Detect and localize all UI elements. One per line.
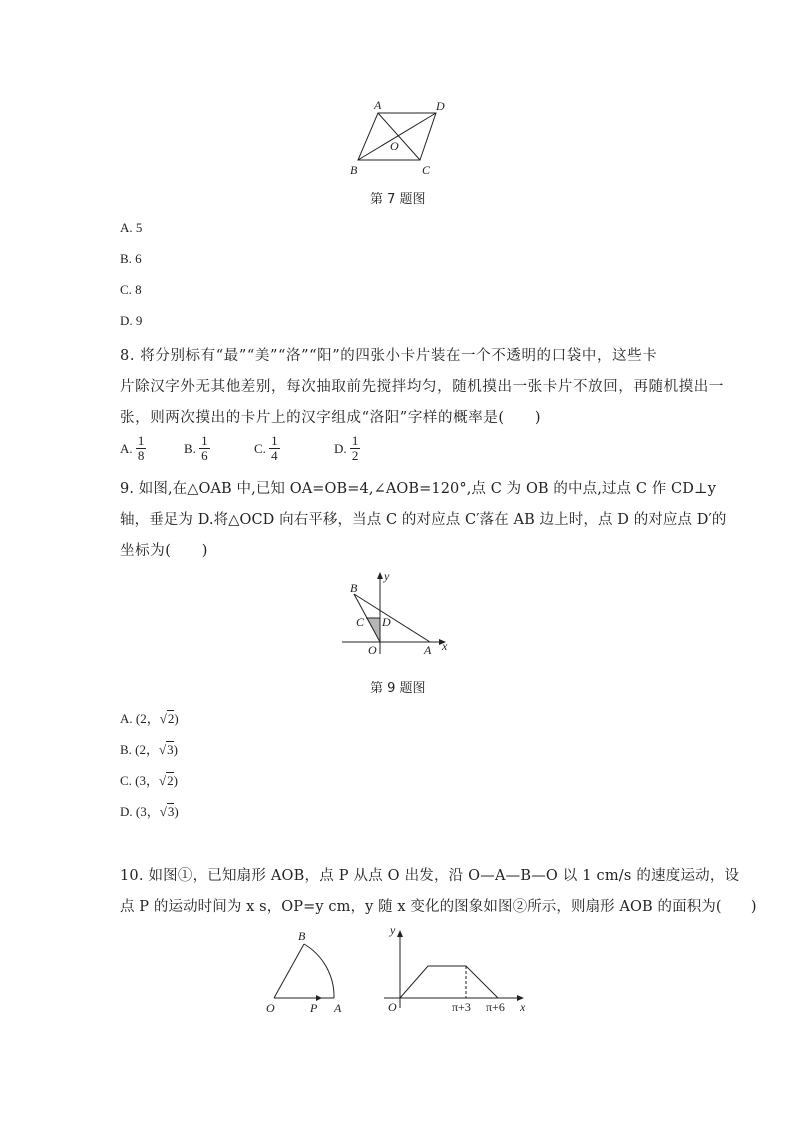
label-a: A [334, 1001, 342, 1015]
denominator: 2 [351, 448, 359, 463]
label-y: y [384, 569, 390, 583]
label-d: D [436, 99, 445, 113]
label-d: D [382, 615, 391, 629]
label-c: C [356, 615, 365, 629]
q8-text-line-3: 张，则两次摸出的卡片上的汉字组成“洛阳”字样的概率是( ) [120, 410, 542, 426]
q9-option-c-prefix: C. (3， [120, 773, 160, 788]
figure-10-graph [380, 924, 530, 1018]
figure-9-caption: 第 9 题图 [370, 681, 426, 696]
figure-9-coordinate-triangle [338, 568, 458, 656]
numerator: 1 [271, 433, 278, 448]
denominator: 6 [201, 448, 208, 463]
fraction [269, 434, 280, 463]
q9-text-line-1: 9. 如图,在△OAB 中,已知 OA=OB=4,∠AOB=120°,点 C 为 OB 的中点,过点 C 作 CD⊥y [120, 481, 716, 497]
radicand: 3 [167, 742, 174, 757]
figure-10-sector [262, 926, 352, 1018]
q8-option-a-label: A. [120, 440, 133, 456]
label-x: x [520, 1000, 526, 1014]
figure-7-caption: 第 7 题图 [370, 192, 426, 207]
q10-text-line-2: 点 P 的运动时间为 x s，OP=y cm，y 随 x 变化的图象如图②所示，则扇形 AOB 的面积为( ) [120, 899, 757, 915]
q8-option-b [184, 434, 254, 463]
label-b: B [298, 929, 306, 943]
label-y: y [390, 924, 396, 937]
label-o: O [368, 643, 377, 656]
q9-text-line-3: 坐标为( ) [120, 543, 209, 559]
q9-text-line-2: 轴，垂足为 D.将△OCD 向右平移，当点 C 的对应点 C′落在 AB 边上时，点 D 的对应点 D′的 [120, 512, 727, 528]
q9-option-d: D. (3，√3) [120, 804, 179, 819]
label-a: A [374, 98, 382, 112]
label-c: C [422, 163, 431, 177]
q10-text-line-1: 10. 如图①，已知扇形 AOB，点 P 从点 O 出发，沿 O—A—B—O 以 1 cm/s 的速度运动，设 [120, 868, 740, 884]
q8-option-d-label: D. [334, 440, 347, 456]
fraction [350, 434, 361, 463]
q9-option-b-prefix: B. (2， [120, 742, 160, 757]
q9-option-b: B. (2，√3) [120, 742, 178, 757]
q7-option-a: A. 5 [120, 220, 143, 235]
q8-option-a [120, 434, 184, 463]
arc-ab [304, 944, 334, 998]
label-x: x [442, 639, 448, 653]
q9-option-c-suffix: ) [173, 773, 178, 788]
q9-option-b-suffix: ) [173, 742, 178, 757]
denominator: 4 [271, 448, 278, 463]
q9-option-a: A. (2，√2) [120, 711, 179, 726]
denominator: 8 [137, 448, 145, 463]
q8-text-line-1: 8. 将分别标有“最”“美”“洛”“阳”的四张小卡片装在一个不透明的口袋中，这些卡 [120, 348, 658, 364]
radicand: 3 [167, 804, 175, 819]
fraction [199, 434, 210, 463]
label-a: A [424, 643, 432, 656]
q9-option-d-prefix: D. (3， [120, 804, 160, 819]
label-p: P [310, 1001, 318, 1015]
y-axis-arrow-icon [397, 930, 403, 937]
q7-option-b: B. 6 [120, 251, 142, 266]
tick-pi-plus-3: π+3 [452, 1000, 471, 1014]
q9-option-d-suffix: ) [174, 804, 179, 819]
numerator: 1 [137, 433, 145, 448]
q7-option-d: D. 9 [120, 313, 143, 328]
q8-option-d [334, 434, 394, 463]
q8-option-c-label: C. [254, 440, 266, 456]
q8-option-c [254, 434, 334, 463]
graph-line [400, 966, 498, 998]
tick-pi-plus-6: π+6 [486, 1000, 505, 1014]
q8-option-b-label: B. [184, 440, 196, 456]
figure-7-parallelogram [340, 96, 460, 180]
numerator: 1 [351, 433, 359, 448]
label-o: O [388, 1000, 397, 1014]
label-o: O [390, 139, 399, 153]
segment-ba [354, 594, 430, 642]
q7-option-c: C. 8 [120, 282, 142, 297]
diagonal-ac [378, 113, 420, 160]
label-b: B [350, 581, 358, 595]
radius-ob [274, 944, 304, 998]
numerator: 1 [201, 433, 208, 448]
y-axis-arrow-icon [377, 572, 383, 579]
q9-option-a-prefix: A. (2， [120, 711, 160, 726]
q9-option-c: C. (3，√2) [120, 773, 178, 788]
q9-option-a-suffix: ) [174, 711, 179, 726]
label-b: B [350, 163, 358, 177]
radicand: 2 [167, 773, 174, 788]
q8-options [120, 434, 394, 463]
radicand: 2 [167, 711, 175, 726]
label-o: O [266, 1001, 275, 1015]
fraction [136, 434, 147, 463]
q8-text-line-2: 片除汉字外无其他差别，每次抽取前先搅拌均匀，随机摸出一张卡片不放回，再随机摸出一 [120, 379, 724, 395]
